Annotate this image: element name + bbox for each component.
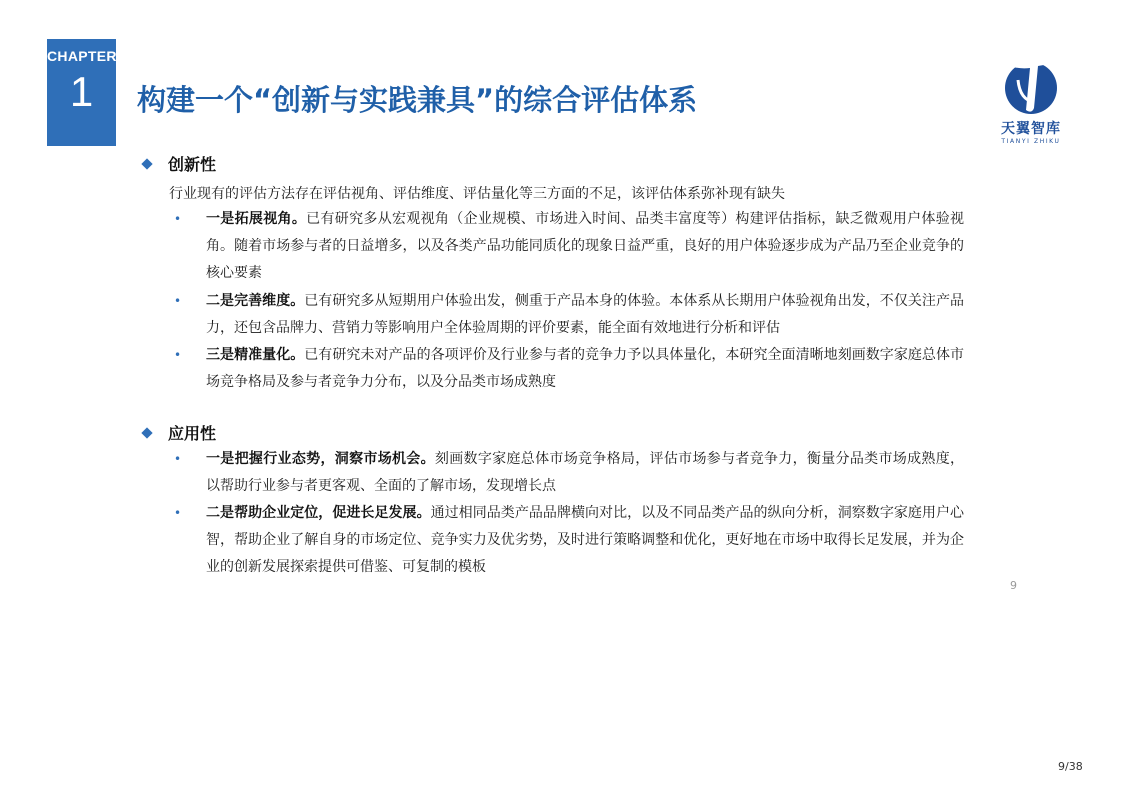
bullet-dot-icon: • [174, 506, 182, 520]
chapter-badge [47, 39, 116, 146]
list-item-lead: 三是精准量化。 [206, 347, 305, 363]
list-item-lead: 二是完善维度。 [206, 293, 305, 309]
chapter-label: CHAPTER [47, 48, 117, 64]
tianyi-t-logo-icon [990, 50, 1072, 116]
diamond-bullet-icon [141, 427, 152, 438]
chapter-number: 1 [69, 68, 94, 115]
list-item [174, 206, 964, 287]
section-intro: 行业现有的评估方法存在评估视角、评估维度、评估量化等三方面的不足，该评估体系弥补现有缺失 [169, 186, 785, 202]
list-item-body: 已有研究多从短期用户体验出发，侧重于产品本身的体验。本体系从长期用户体验视角出发，不仅关注产品力，还包含品牌力、营销力等影响用户全体验周期的评价要素，能全面有效地进行分析和评估 [206, 293, 964, 336]
bullet-dot-icon: • [174, 212, 182, 226]
section-heading-text: 应用性 [168, 424, 217, 443]
page-title: 构建一个“创新与实践兼具”的综合评估体系 [137, 83, 698, 117]
list-item [174, 500, 964, 581]
list-item [174, 342, 964, 396]
list-item-body: 已有研究多从宏观视角（企业规模、市场进入时间、品类丰富度等）构建评估指标，缺乏微观用户体验视角。随着市场参与者的日益增多，以及各类产品功能同质化的现象日益严重，良好的用户体验逐步成为产品乃至企业竞争的核心要素 [206, 211, 964, 281]
bullet-dot-icon: • [174, 294, 182, 308]
section-heading-text: 创新性 [168, 155, 217, 174]
logo [990, 50, 1072, 148]
slide-page-number: 9 [1010, 579, 1017, 592]
bullet-dot-icon: • [174, 452, 182, 466]
section-heading-innovation [141, 152, 216, 175]
list-item-text [206, 500, 964, 581]
list-item [174, 288, 964, 342]
logo-text-en: TIANYI ZHIKU [1001, 138, 1061, 145]
list-item-lead: 一是拓展视角。 [206, 211, 307, 227]
bullet-dot-icon: • [174, 348, 182, 362]
section-heading-application [141, 421, 216, 444]
list-item-text [206, 342, 964, 396]
logo-text-cn: 天翼智库 [1001, 121, 1061, 137]
page-footer: 9/38 [1058, 760, 1083, 773]
list-item-body: 已有研究未对产品的各项评价及行业参与者的竞争力予以具体量化，本研究全面清晰地刻画数字家庭总体市场竞争格局及参与者竞争力分布，以及分品类市场成熟度 [206, 347, 964, 390]
list-item-text [206, 446, 964, 500]
diamond-bullet-icon [141, 158, 152, 169]
list-item-lead: 一是把握行业态势，洞察市场机会。 [206, 451, 435, 467]
list-item-body: 刻画数字家庭总体市场竞争格局，评估市场参与者竞争力，衡量分品类市场成熟度， 以帮助行业参与者更客观、全面的了解市场，发现增长点 [206, 451, 964, 494]
list-item-text [206, 288, 964, 342]
list-item-text [206, 206, 964, 287]
list-item [174, 446, 964, 500]
list-item-body: 通过相同品类产品品牌横向对比，以及不同品类产品的纵向分析，洞察数字家庭用户心智，帮助企业了解自身的市场定位、竞争实力及优劣势，及时进行策略调整和优化，更好地在市场中取得长足发展，并为企业的创新发展探索提供可借鉴、可复制的模板 [206, 505, 965, 575]
list-item-lead: 二是帮助企业定位，促进长足发展。 [206, 505, 431, 521]
